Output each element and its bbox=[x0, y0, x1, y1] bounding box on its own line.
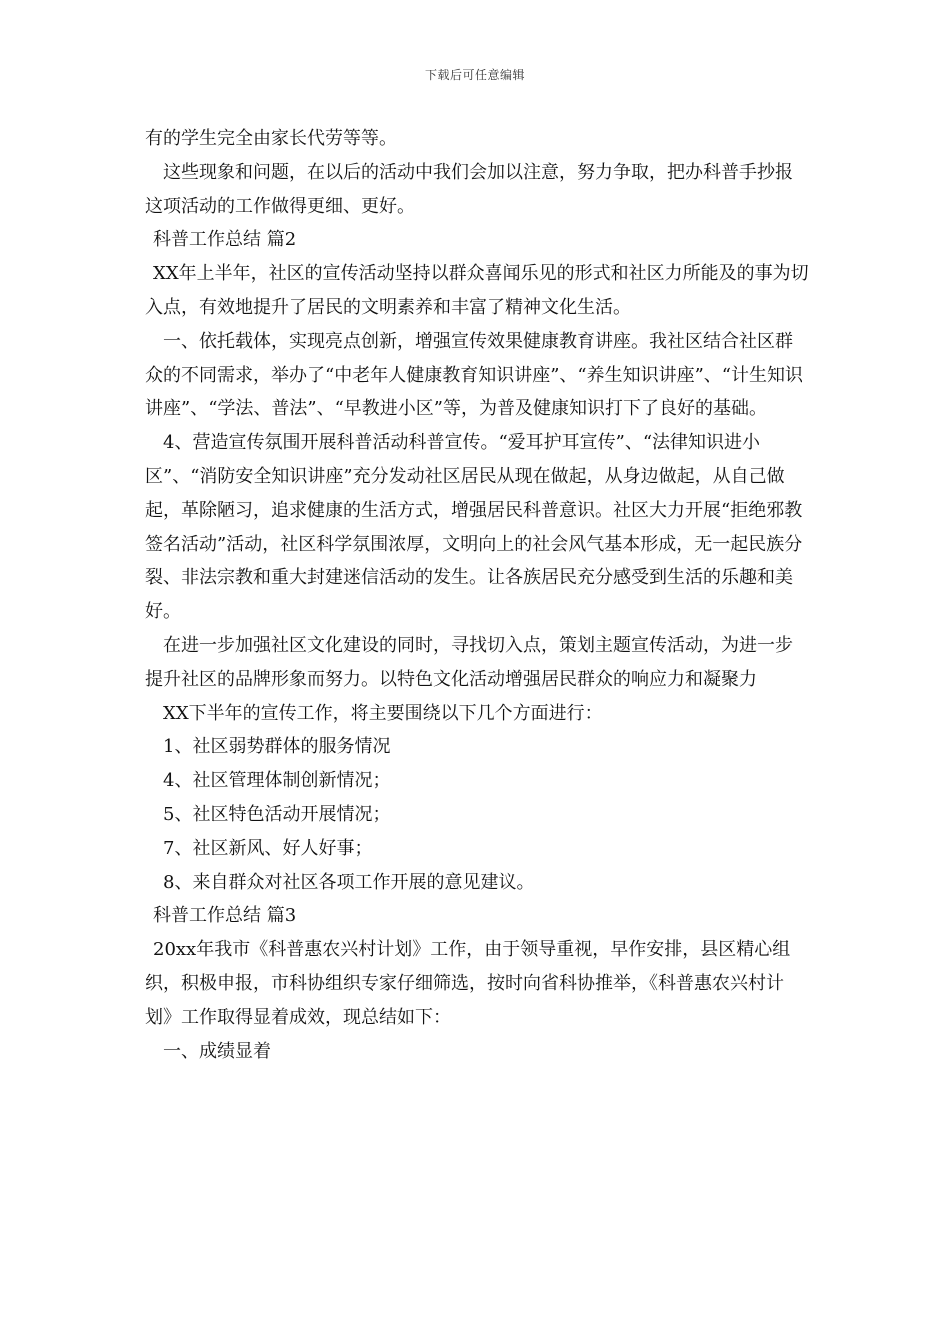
list-item-8: 8、来自群众对社区各项工作开展的意见建议。 bbox=[163, 871, 535, 893]
paragraph-intro-part-3: 20xx年我市《科普惠农兴村计划》工作，由于领导重视，早作安排，县区精心组织，积极申报，市科协组织专家仔细筛选，按时向省科协推举，《科普惠农兴村计划》工作取得显着成效，现总结如下： bbox=[145, 939, 791, 1028]
section-heading-part-3: 科普工作总结 篇3 bbox=[153, 905, 297, 927]
paragraph-culture-building: 在进一步加强社区文化建设的同时，寻找切入点，策划主题宣传活动，为进一步提升社区的品牌形象而努力。以特色文化活动增强居民群众的响应力和凝聚力 bbox=[145, 634, 793, 690]
page-header: 下载后可任意编辑 bbox=[424, 68, 525, 82]
paragraph-health-lectures: 一、依托载体，实现亮点创新，增强宣传效果健康教育讲座。我社区结合社区群众的不同需求，举办了“中老年人健康教育知识讲座”、“养生知识讲座”、“计生知识讲座”、“学法、普法”、“早教进小区”等，为普及健康知识打下了良好的基础。 bbox=[145, 330, 804, 420]
list-item-5: 5、社区特色活动开展情况； bbox=[163, 803, 391, 825]
list-item-7: 7、社区新风、好人好事； bbox=[163, 837, 373, 859]
paragraph-intro-part-2: XX年上半年，社区的宣传活动坚持以群众喜闻乐见的形式和社区力所能及的事为切入点，有效地提升了居民的文明素养和丰富了精神文化生活。 bbox=[145, 263, 809, 318]
paragraph-second-half-plan: XX下半年的宣传工作，将主要围绕以下几个方面进行： bbox=[163, 702, 603, 724]
paragraph-science-promotion: 4、营造宣传氛围开展科普活动科普宣传。“爱耳护耳宣传”、“法律知识进小区”、“消防安全知识讲座”充分发动社区居民从现在做起，从身边做起，从自己做起，革除陋习，追求健康的生活方式，增强居民科普意识。社区大力开展“拒绝邪教签名活动”活动，社区科学氛围浓厚，文明向上的社会风气基本形成，无一起民族分裂、非法宗教和重大封建迷信活动的发生。让各族居民充分感受到生活的乐趣和美好。 bbox=[145, 432, 803, 623]
document-body bbox=[145, 122, 810, 1068]
paragraph-continuation: 有的学生完全由家长代劳等等。 bbox=[145, 128, 397, 149]
list-item-4: 4、社区管理体制创新情况； bbox=[163, 770, 391, 792]
section-heading-part-2: 科普工作总结 篇2 bbox=[153, 229, 297, 251]
paragraph-closing-remark: 这些现象和问题，在以后的活动中我们会加以注意，努力争取，把办科普手抄报这项活动的工作做得更细、更好。 bbox=[145, 161, 793, 217]
subheading-achievements: 一、成绩显着 bbox=[163, 1040, 271, 1062]
list-item-1: 1、社区弱势群体的服务情况 bbox=[163, 736, 391, 758]
